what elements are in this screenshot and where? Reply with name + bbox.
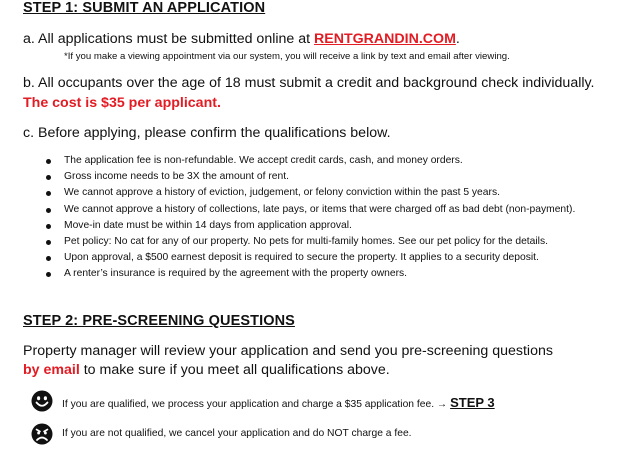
list-item — [46, 153, 575, 169]
step1-title: STEP 1: SUBMIT AN APPLICATION — [23, 0, 266, 16]
step1-b-text: b. All occupants over the age of 18 must submit a credit and background check individually. — [23, 75, 595, 91]
bullet-icon — [46, 240, 51, 245]
qualification-text: We cannot approve a history of collections, late pays, or items that were charged off as bad debt (non-payment). — [64, 203, 576, 215]
smiley-face-icon — [31, 390, 53, 412]
qualified-text: If you are qualified, we process your application and charge a $35 application fee. → — [62, 399, 451, 410]
qualification-text: We cannot approve a history of eviction, judgement, or felony conviction within the past 5 years. — [64, 187, 500, 199]
list-item — [46, 250, 575, 266]
list-item — [46, 202, 575, 218]
qualification-text: Gross income needs to be 3X the amount of rent. — [64, 171, 289, 183]
viewing-appointment-note: *If you make a viewing appointment via our system, you will receive a link by text and email after viewing. — [64, 51, 510, 62]
list-item — [46, 266, 575, 282]
bullet-icon — [46, 256, 51, 261]
list-item — [46, 185, 575, 201]
step2-title: STEP 2: PRE-SCREENING QUESTIONS — [23, 313, 295, 329]
by-email-text: by email — [23, 362, 80, 378]
bullet-icon — [46, 191, 51, 196]
step2-review-line: Property manager will review your application and send you pre-screening questions — [23, 343, 553, 359]
not-qualified-text: If you are not qualified, we cancel your application and do NOT charge a fee. — [62, 428, 412, 439]
frowning-face-icon — [31, 423, 53, 445]
step1-c-text: c. Before applying, please confirm the qualifications below. — [23, 125, 391, 141]
list-item — [46, 218, 575, 234]
bullet-icon — [46, 208, 51, 213]
qualified-line — [62, 395, 495, 410]
list-item — [46, 169, 575, 185]
qualification-text: Upon approval, a $500 earnest deposit is required to secure the property. It applies to a security deposit. — [64, 252, 539, 264]
applicant-cost: The cost is $35 per applicant. — [23, 95, 221, 111]
list-item — [46, 234, 575, 250]
bullet-icon — [46, 175, 51, 180]
bullet-icon — [46, 159, 51, 164]
rentgrandin-link[interactable]: RENTGRANDIN.COM — [314, 31, 456, 47]
qualification-text: Pet policy: No cat for any of our property. No pets for multi-family homes. See our pet policy for the details. — [64, 235, 548, 247]
qualification-text: The application fee is non-refundable. We accept credit cards, cash, and money orders. — [64, 155, 463, 166]
step3-link[interactable]: STEP 3 — [450, 395, 495, 410]
qualification-text: A renter’s insurance is required by the agreement with the property owners. — [64, 268, 408, 280]
qualification-text: Move-in date must be within 14 days from application approval. — [64, 219, 352, 231]
step1-a-period: . — [455, 31, 460, 47]
step1-a-text: a. All applications must be submitted online at — [23, 31, 315, 47]
step1-a-line — [23, 31, 460, 47]
bullet-icon — [46, 224, 51, 229]
bullet-icon — [46, 272, 51, 277]
qualifications-list — [46, 153, 575, 283]
step2-email-rest: to make sure if you meet all qualifications above. — [79, 362, 390, 378]
step2-email-line — [23, 362, 390, 378]
